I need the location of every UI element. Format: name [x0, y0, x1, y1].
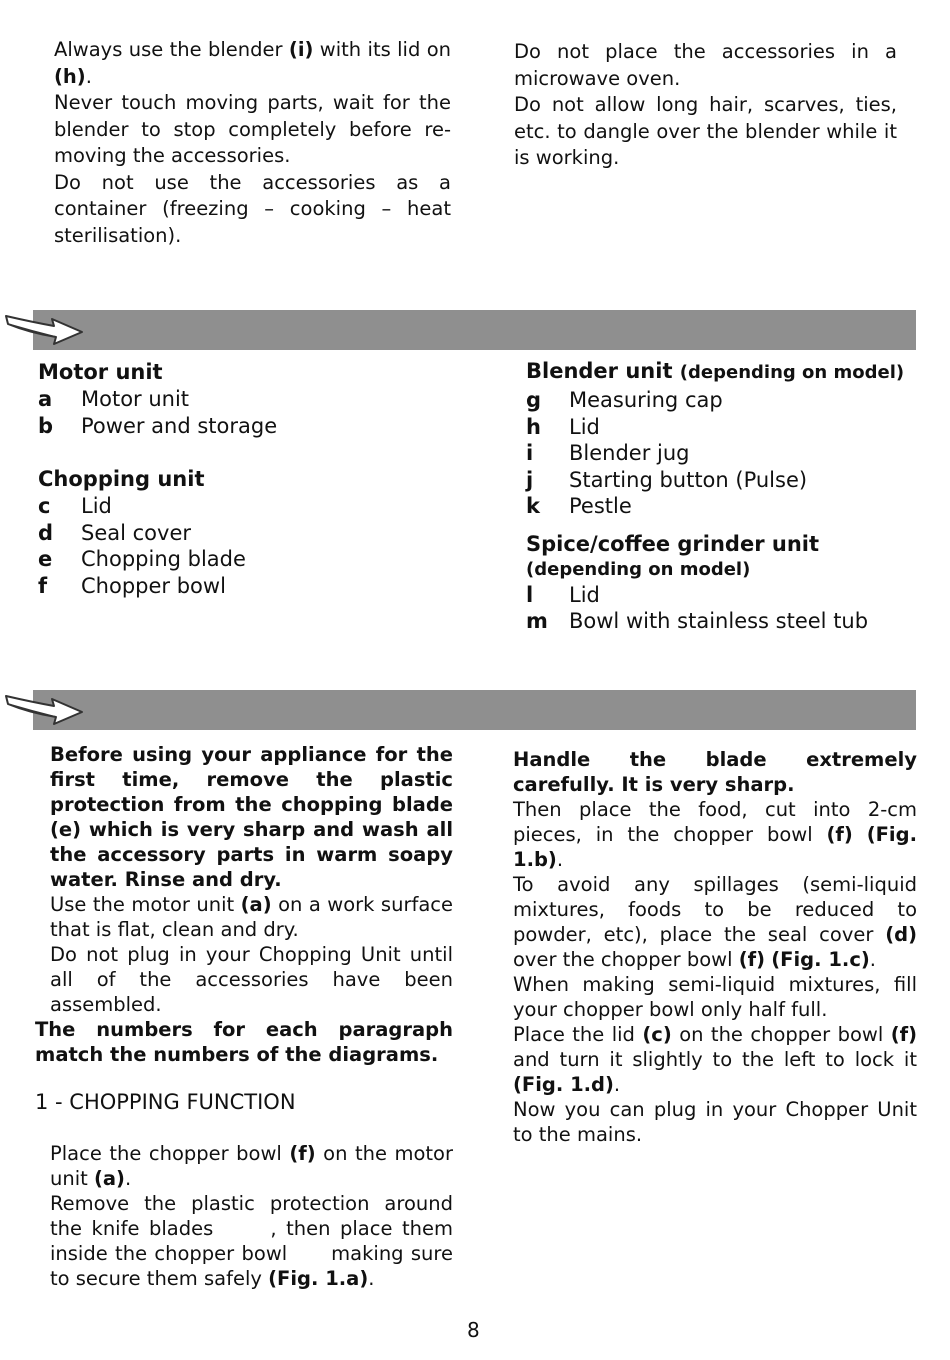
reference-label: (f) — [738, 948, 766, 971]
chop-paragraph-2: Remove the plastic protection around the knife blades , then place them inside the chopper bowl making sure to secure them safely (Fig. 1.a). — [50, 1192, 453, 1290]
right-paragraph-3: When making semi-liquid mixtures, fill your chopper bowl only half full. — [513, 973, 917, 1021]
chopping-unit-heading: Chopping unit — [38, 467, 205, 491]
right-paragraph-2: To avoid any spillages (semi-liquid mixtures, foods to be reduced to powder, etc), place the seal cover (d) over the chopper bowl (f) (Fig. 1.c). — [513, 873, 917, 971]
reference-label: (i) — [288, 38, 314, 61]
section-title: 1 - CHOPPING FUNCTION — [35, 1090, 296, 1114]
motor-unit-list — [38, 386, 468, 439]
part-list-item — [526, 493, 926, 520]
reference-label: (f) — [890, 1023, 917, 1046]
blender-unit-title: Blender unit — [526, 359, 673, 383]
parts-left — [38, 358, 468, 599]
part-name: Lid — [569, 582, 600, 607]
parts-right — [526, 357, 926, 635]
blender-unit-list — [526, 387, 926, 520]
right-paragraph-4: Place the lid (c) on the chopper bowl (f) and turn it slightly to the left to lock it (Fig. 1.d). — [513, 1023, 917, 1096]
reference-label: (c) — [642, 1023, 672, 1046]
part-letter: j — [526, 467, 534, 492]
paragraph: Never touch moving parts, wait for the blender to stop completely before re-moving the accessories. — [54, 91, 451, 167]
part-name: Power and storage — [81, 413, 278, 438]
paragraph: Do not place the accessories in a microwave oven. — [514, 40, 897, 90]
part-list-item — [526, 608, 926, 635]
paragraph: Always use the blender (i) with its lid on (h). — [54, 38, 451, 88]
part-list-item — [526, 582, 926, 609]
part-list-item — [526, 387, 926, 414]
reference-label: (Fig. 1.c) — [771, 948, 870, 971]
part-name: Motor unit — [81, 387, 190, 411]
part-list-item — [526, 414, 926, 441]
plug-in-paragraph: Do not plug in your Chopping Unit until all of the accessories have been assembled. — [50, 943, 453, 1016]
part-letter: i — [526, 441, 534, 465]
part-letter: d — [38, 520, 54, 545]
part-name: Bowl with stainless steel tub — [569, 609, 869, 633]
usage-left-text — [50, 892, 453, 1017]
reference-label: (f) — [289, 1142, 316, 1165]
blade-warning: Handle the blade extremely carefully. It is very sharp. — [513, 748, 917, 796]
part-letter: a — [38, 387, 53, 411]
part-letter: f — [38, 573, 48, 598]
paragraph: Do not use the accessories as a container (freezing – cooking – heat sterilisation). — [54, 170, 451, 247]
page-number: 8 — [467, 1318, 480, 1342]
arrow-icon — [2, 686, 86, 730]
part-name: Blender jug — [569, 441, 690, 465]
part-letter: g — [526, 388, 542, 412]
part-list-item — [38, 546, 468, 573]
part-list-item — [526, 440, 926, 467]
chopping-unit-list — [38, 493, 468, 599]
part-letter: k — [526, 494, 540, 518]
part-list-item — [38, 520, 468, 547]
section-bar-1 — [33, 310, 916, 350]
part-name: Lid — [569, 414, 600, 439]
part-name: Measuring cap — [569, 388, 723, 412]
chop-paragraph-1: Place the chopper bowl (f) on the motor unit (a). — [50, 1142, 453, 1190]
arrow-icon — [2, 306, 86, 350]
grinder-unit-list — [526, 582, 926, 635]
top-left-column — [54, 37, 451, 249]
numbers-note: The numbers for each paragraph match the numbers of the diagrams. — [35, 1018, 453, 1066]
reference-label: (a) — [240, 893, 272, 916]
top-right-column — [514, 39, 897, 172]
grinder-unit-note: (depending on model) — [526, 558, 751, 580]
part-list-item — [38, 573, 468, 600]
grinder-unit-heading: Spice/coffee grinder unit — [526, 531, 820, 556]
motor-unit-paragraph: Use the motor unit (a) on a work surface that is flat, clean and dry. — [50, 893, 453, 941]
part-letter: l — [526, 582, 534, 607]
reference-label: (f) — [826, 823, 853, 846]
part-name: Starting button (Pulse) — [569, 467, 808, 492]
reference-label: (Fig. 1.a) — [268, 1267, 369, 1290]
right-paragraph-5: Now you can plug in your Chopper Unit to the mains. — [513, 1098, 917, 1146]
part-name: Pestle — [569, 494, 632, 518]
reference-label: (d) — [885, 923, 917, 946]
part-name: Chopper bowl — [81, 573, 226, 598]
chopping-text — [50, 1141, 453, 1291]
part-letter: b — [38, 413, 54, 438]
part-name: Chopping blade — [81, 547, 246, 571]
part-list-item — [526, 467, 926, 494]
part-name: Seal cover — [81, 520, 192, 545]
reference-label: (Fig. 1.b) — [513, 823, 917, 871]
part-letter: m — [526, 609, 548, 633]
section-bar-2 — [33, 690, 916, 730]
part-list-item — [38, 386, 468, 413]
part-letter: e — [38, 547, 53, 571]
blender-unit-note: (depending on model) — [679, 362, 905, 383]
paragraph: Do not allow long hair, scarves, ties, etc. to dangle over the blender while it is working. — [514, 93, 897, 169]
motor-unit-heading: Motor unit — [38, 360, 163, 384]
part-letter: c — [38, 494, 51, 518]
part-list-item — [38, 413, 468, 440]
blender-unit-heading — [526, 357, 926, 387]
part-name: Lid — [81, 494, 112, 518]
reference-label: (a) — [93, 1167, 125, 1190]
usage-right-text — [513, 747, 917, 1147]
part-letter: h — [526, 414, 541, 439]
reference-label: (Fig. 1.d) — [513, 1073, 614, 1096]
first-use-warning: Before using your appliance for the first time, remove the plastic protection from the chopping blade (e) which is very sharp and wash all the accessory parts in warm soapy water. Rinse and dry. — [50, 743, 453, 891]
right-paragraph-1: Then place the food, cut into 2-cm pieces, in the chopper bowl (f) (Fig. 1.b). — [513, 798, 917, 871]
reference-label: (h) — [54, 64, 86, 88]
part-list-item — [38, 493, 468, 520]
